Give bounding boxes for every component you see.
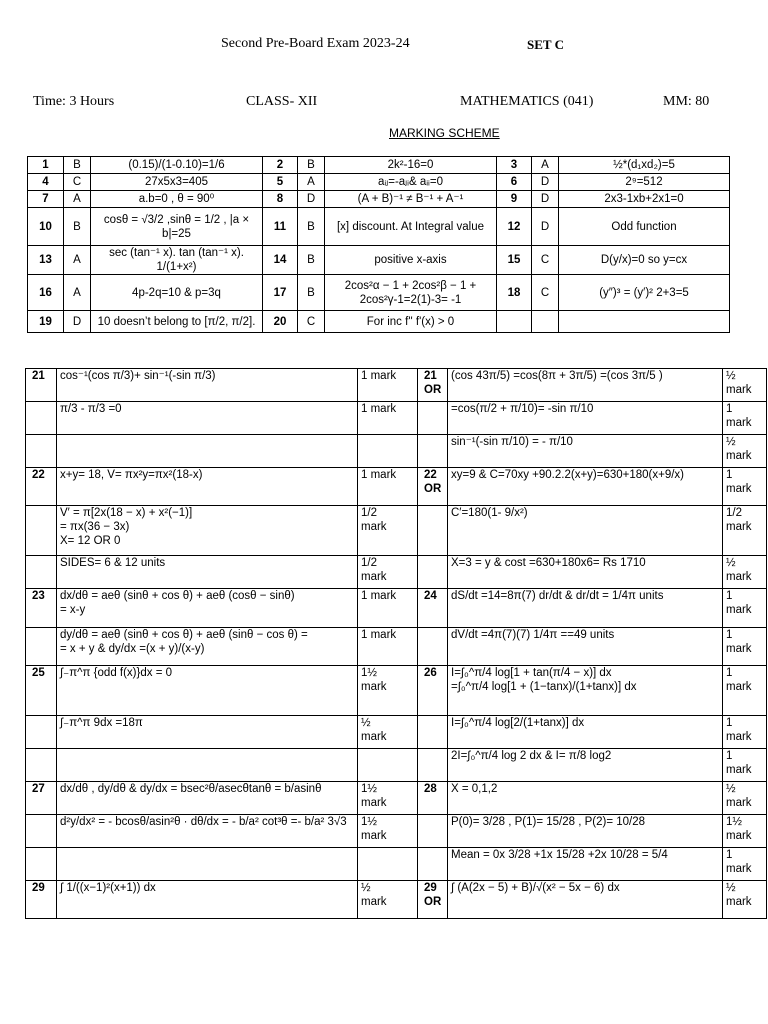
answer-working: 2⁹=512 [559, 174, 730, 191]
answer-working: 2cos²α − 1 + 2cos²β − 1 + 2cos²γ-1=2(1)-3= -1 [325, 275, 497, 311]
mcq-row [28, 208, 730, 246]
question-number [26, 435, 57, 468]
mark-value: 1 mark [723, 468, 767, 506]
answer-row [26, 369, 767, 402]
answer-step: ∫ 1/((x−1)²(x+1)) dx [57, 881, 358, 919]
answer-row [26, 506, 767, 556]
answer-option: B [64, 208, 91, 246]
answer-working: 10 doesn’t belong to [π/2, π/2]. [91, 311, 263, 333]
question-number: 2 [263, 157, 298, 174]
answer-working: ½*(d₁xd₂)=5 [559, 157, 730, 174]
question-number: 27 [26, 782, 57, 815]
answer-option: B [64, 157, 91, 174]
answer-option: D [64, 311, 91, 333]
mark-value: 1/2 mark [358, 556, 418, 589]
answer-step: xy=9 & C=70xy +90.2.2(x+y)=630+180(x+9/x) [448, 468, 723, 506]
question-number: 29 OR [418, 881, 448, 919]
question-number [26, 402, 57, 435]
mark-value: ½ mark [358, 881, 418, 919]
answer-option: A [298, 174, 325, 191]
question-number: 7 [28, 191, 64, 208]
question-number: 17 [263, 275, 298, 311]
answer-working: Odd function [559, 208, 730, 246]
mark-value [358, 749, 418, 782]
answer-step: ∫₋π^π {odd f(x)}dx = 0 [57, 666, 358, 716]
answer-row [26, 782, 767, 815]
answer-working: (0.15)/(1-0.10)=1/6 [91, 157, 263, 174]
answer-step: d²y/dx² = - bcosθ/asin²θ · dθ/dx = - b/a² cot³θ =- b/a² 3√3 [57, 815, 358, 848]
answer-option: B [298, 246, 325, 275]
mark-value: ½ mark [723, 556, 767, 589]
answer-row [26, 716, 767, 749]
answer-step: X = 0,1,2 [448, 782, 723, 815]
mark-value: 1 mark [723, 402, 767, 435]
mark-value: 1/2 mark [358, 506, 418, 556]
answer-working: 2x3-1xb+2x1=0 [559, 191, 730, 208]
question-number: 19 [28, 311, 64, 333]
empty-cell [559, 311, 730, 333]
answer-step: dy/dθ = aeθ (sinθ + cos θ) + aeθ (sinθ − cos θ) = = x + y & dy/dx =(x + y)/(x-y) [57, 628, 358, 666]
answer-step: V′ = π[2x(18 − x) + x²(−1)] = πx(36 − 3x) X= 12 OR 0 [57, 506, 358, 556]
max-marks: MM: 80 [663, 94, 710, 109]
answer-row [26, 628, 767, 666]
subjective-answer-table [25, 368, 767, 919]
answer-option: A [64, 246, 91, 275]
answer-step: x+y= 18, V= πx²y=πx²(18-x) [57, 468, 358, 506]
question-number: 5 [263, 174, 298, 191]
answer-step: (cos 43π/5) =cos(8π + 3π/5) =(cos 3π/5 ) [448, 369, 723, 402]
question-number: 24 [418, 589, 448, 628]
mcq-row [28, 275, 730, 311]
answer-working: D(y/x)=0 so y=cx [559, 246, 730, 275]
question-number: 10 [28, 208, 64, 246]
mark-value: 1 mark [358, 628, 418, 666]
question-number: 16 [28, 275, 64, 311]
subject-label: MATHEMATICS (041) [460, 94, 594, 109]
answer-working: 2k²-16=0 [325, 157, 497, 174]
answer-step: cos⁻¹(cos π/3)+ sin⁻¹(-sin π/3) [57, 369, 358, 402]
answer-option: A [64, 275, 91, 311]
question-number [26, 749, 57, 782]
question-number: 25 [26, 666, 57, 716]
answer-option: C [532, 275, 559, 311]
answer-step: C′=180(1- 9/x²) [448, 506, 723, 556]
mark-value: ½ mark [723, 782, 767, 815]
answer-working: For inc f'' f'(x) > 0 [325, 311, 497, 333]
answer-option: D [532, 191, 559, 208]
answer-option: B [298, 208, 325, 246]
mark-value: ½ mark [358, 716, 418, 749]
mcq-row [28, 311, 730, 333]
answer-row [26, 749, 767, 782]
answer-working: 27x5x3=405 [91, 174, 263, 191]
answer-step: dS/dt =14=8π(7) dr/dt & dr/dt = 1/4π units [448, 589, 723, 628]
answer-step: Mean = 0x 3/28 +1x 15/28 +2x 10/28 = 5/4 [448, 848, 723, 881]
answer-working: a.b=0 , θ = 90⁰ [91, 191, 263, 208]
answer-step: dx/dθ , dy/dθ & dy/dx = bsec²θ/asecθtanθ = b/asinθ [57, 782, 358, 815]
mcq-row [28, 157, 730, 174]
question-number: 4 [28, 174, 64, 191]
answer-option: C [532, 246, 559, 275]
answer-step: I=∫₀^π/4 log[1 + tan(π/4 − x)] dx =∫₀^π/4 log[1 + (1−tanx)/(1+tanx)] dx [448, 666, 723, 716]
question-number: 9 [497, 191, 532, 208]
answer-working: 4p-2q=10 & p=3q [91, 275, 263, 311]
question-number [418, 506, 448, 556]
answer-step: π/3 - π/3 =0 [57, 402, 358, 435]
answer-option: D [532, 208, 559, 246]
mark-value: 1 mark [358, 402, 418, 435]
question-number [418, 749, 448, 782]
question-number: 13 [28, 246, 64, 275]
marking-scheme-title: MARKING SCHEME [389, 126, 500, 140]
answer-step [57, 848, 358, 881]
mark-value: ½ mark [723, 369, 767, 402]
answer-step: SIDES= 6 & 12 units [57, 556, 358, 589]
answer-step: ∫₋π^π 9dx =18π [57, 716, 358, 749]
empty-cell [497, 311, 532, 333]
question-number: 11 [263, 208, 298, 246]
mcq-row [28, 191, 730, 208]
question-number: 8 [263, 191, 298, 208]
answer-working: [x] discount. At Integral value [325, 208, 497, 246]
answer-step [57, 749, 358, 782]
question-number [26, 815, 57, 848]
question-number: 14 [263, 246, 298, 275]
answer-option: B [298, 157, 325, 174]
answer-step: ∫ (A(2x − 5) + B)/√(x² − 5x − 6) dx [448, 881, 723, 919]
answer-step: X=3 = y & cost =630+180x6= Rs 1710 [448, 556, 723, 589]
question-number [418, 848, 448, 881]
question-number: 6 [497, 174, 532, 191]
answer-working: cosθ = √3/2 ,sinθ = 1/2 , |a × b|=25 [91, 208, 263, 246]
mark-value [358, 435, 418, 468]
exam-title: Second Pre-Board Exam 2023-24 [221, 36, 410, 51]
answer-step: dV/dt =4π(7)(7) 1/4π ==49 units [448, 628, 723, 666]
answer-row [26, 468, 767, 506]
mark-value: 1½ mark [358, 815, 418, 848]
question-number: 21 OR [418, 369, 448, 402]
question-number [418, 628, 448, 666]
answer-step: sin⁻¹(-sin π/10) = - π/10 [448, 435, 723, 468]
mark-value: 1 mark [723, 628, 767, 666]
question-number [418, 716, 448, 749]
mark-value: ½ mark [723, 881, 767, 919]
question-number: 23 [26, 589, 57, 628]
mark-value: 1 mark [723, 716, 767, 749]
answer-step: 2I=∫₀^π/4 log 2 dx & I= π/8 log2 [448, 749, 723, 782]
mark-value: 1 mark [723, 848, 767, 881]
set-label: SET C [527, 37, 564, 52]
answer-row [26, 589, 767, 628]
mark-value [358, 848, 418, 881]
answer-option: D [532, 174, 559, 191]
answer-working: aᵢⱼ=-aⱼᵢ& aᵢᵢ=0 [325, 174, 497, 191]
question-number: 1 [28, 157, 64, 174]
answer-option: D [298, 191, 325, 208]
question-number: 29 [26, 881, 57, 919]
question-number [26, 628, 57, 666]
question-number: 22 [26, 468, 57, 506]
answer-row [26, 881, 767, 919]
answer-working: sec (tan⁻¹ x). tan (tan⁻¹ x). 1/(1+x²) [91, 246, 263, 275]
mark-value: 1 mark [723, 666, 767, 716]
answer-row [26, 666, 767, 716]
answer-step: =cos(π/2 + π/10)= -sin π/10 [448, 402, 723, 435]
mark-value: 1 mark [723, 589, 767, 628]
mark-value: 1½ mark [723, 815, 767, 848]
answer-row [26, 848, 767, 881]
question-number: 12 [497, 208, 532, 246]
mark-value: 1 mark [358, 369, 418, 402]
answer-working: positive x-axis [325, 246, 497, 275]
question-number: 26 [418, 666, 448, 716]
question-number: 15 [497, 246, 532, 275]
answer-working: (A + B)⁻¹ ≠ B⁻¹ + A⁻¹ [325, 191, 497, 208]
mark-value: 1 mark [723, 749, 767, 782]
mark-value: 1½ mark [358, 782, 418, 815]
answer-step: dx/dθ = aeθ (sinθ + cos θ) + aeθ (cosθ − sinθ) = x-y [57, 589, 358, 628]
class-label: CLASS- XII [246, 94, 318, 109]
answer-option: C [64, 174, 91, 191]
answer-row [26, 435, 767, 468]
question-number: 3 [497, 157, 532, 174]
empty-cell [532, 311, 559, 333]
mcq-row [28, 246, 730, 275]
mark-value: ½ mark [723, 435, 767, 468]
question-number [26, 716, 57, 749]
mark-value: 1 mark [358, 589, 418, 628]
mcq-row [28, 174, 730, 191]
answer-option: A [532, 157, 559, 174]
mark-value: 1½ mark [358, 666, 418, 716]
question-number: 22 OR [418, 468, 448, 506]
answer-step: P(0)= 3/28 , P(1)= 15/28 , P(2)= 10/28 [448, 815, 723, 848]
answer-working: (y″)³ = (y′)² 2+3=5 [559, 275, 730, 311]
answer-option: B [298, 275, 325, 311]
question-number [418, 435, 448, 468]
question-number [418, 402, 448, 435]
question-number [418, 556, 448, 589]
question-number [26, 506, 57, 556]
question-number: 20 [263, 311, 298, 333]
question-number [418, 815, 448, 848]
mcq-answer-table [27, 156, 730, 333]
answer-step [57, 435, 358, 468]
answer-row [26, 815, 767, 848]
question-number: 18 [497, 275, 532, 311]
question-number: 28 [418, 782, 448, 815]
answer-option: A [64, 191, 91, 208]
answer-step: I=∫₀^π/4 log[2/(1+tanx)] dx [448, 716, 723, 749]
answer-row [26, 402, 767, 435]
time-label: Time: 3 Hours [33, 94, 115, 109]
question-number [26, 556, 57, 589]
question-number: 21 [26, 369, 57, 402]
mark-value: 1/2 mark [723, 506, 767, 556]
question-number [26, 848, 57, 881]
answer-option: C [298, 311, 325, 333]
mark-value: 1 mark [358, 468, 418, 506]
answer-row [26, 556, 767, 589]
